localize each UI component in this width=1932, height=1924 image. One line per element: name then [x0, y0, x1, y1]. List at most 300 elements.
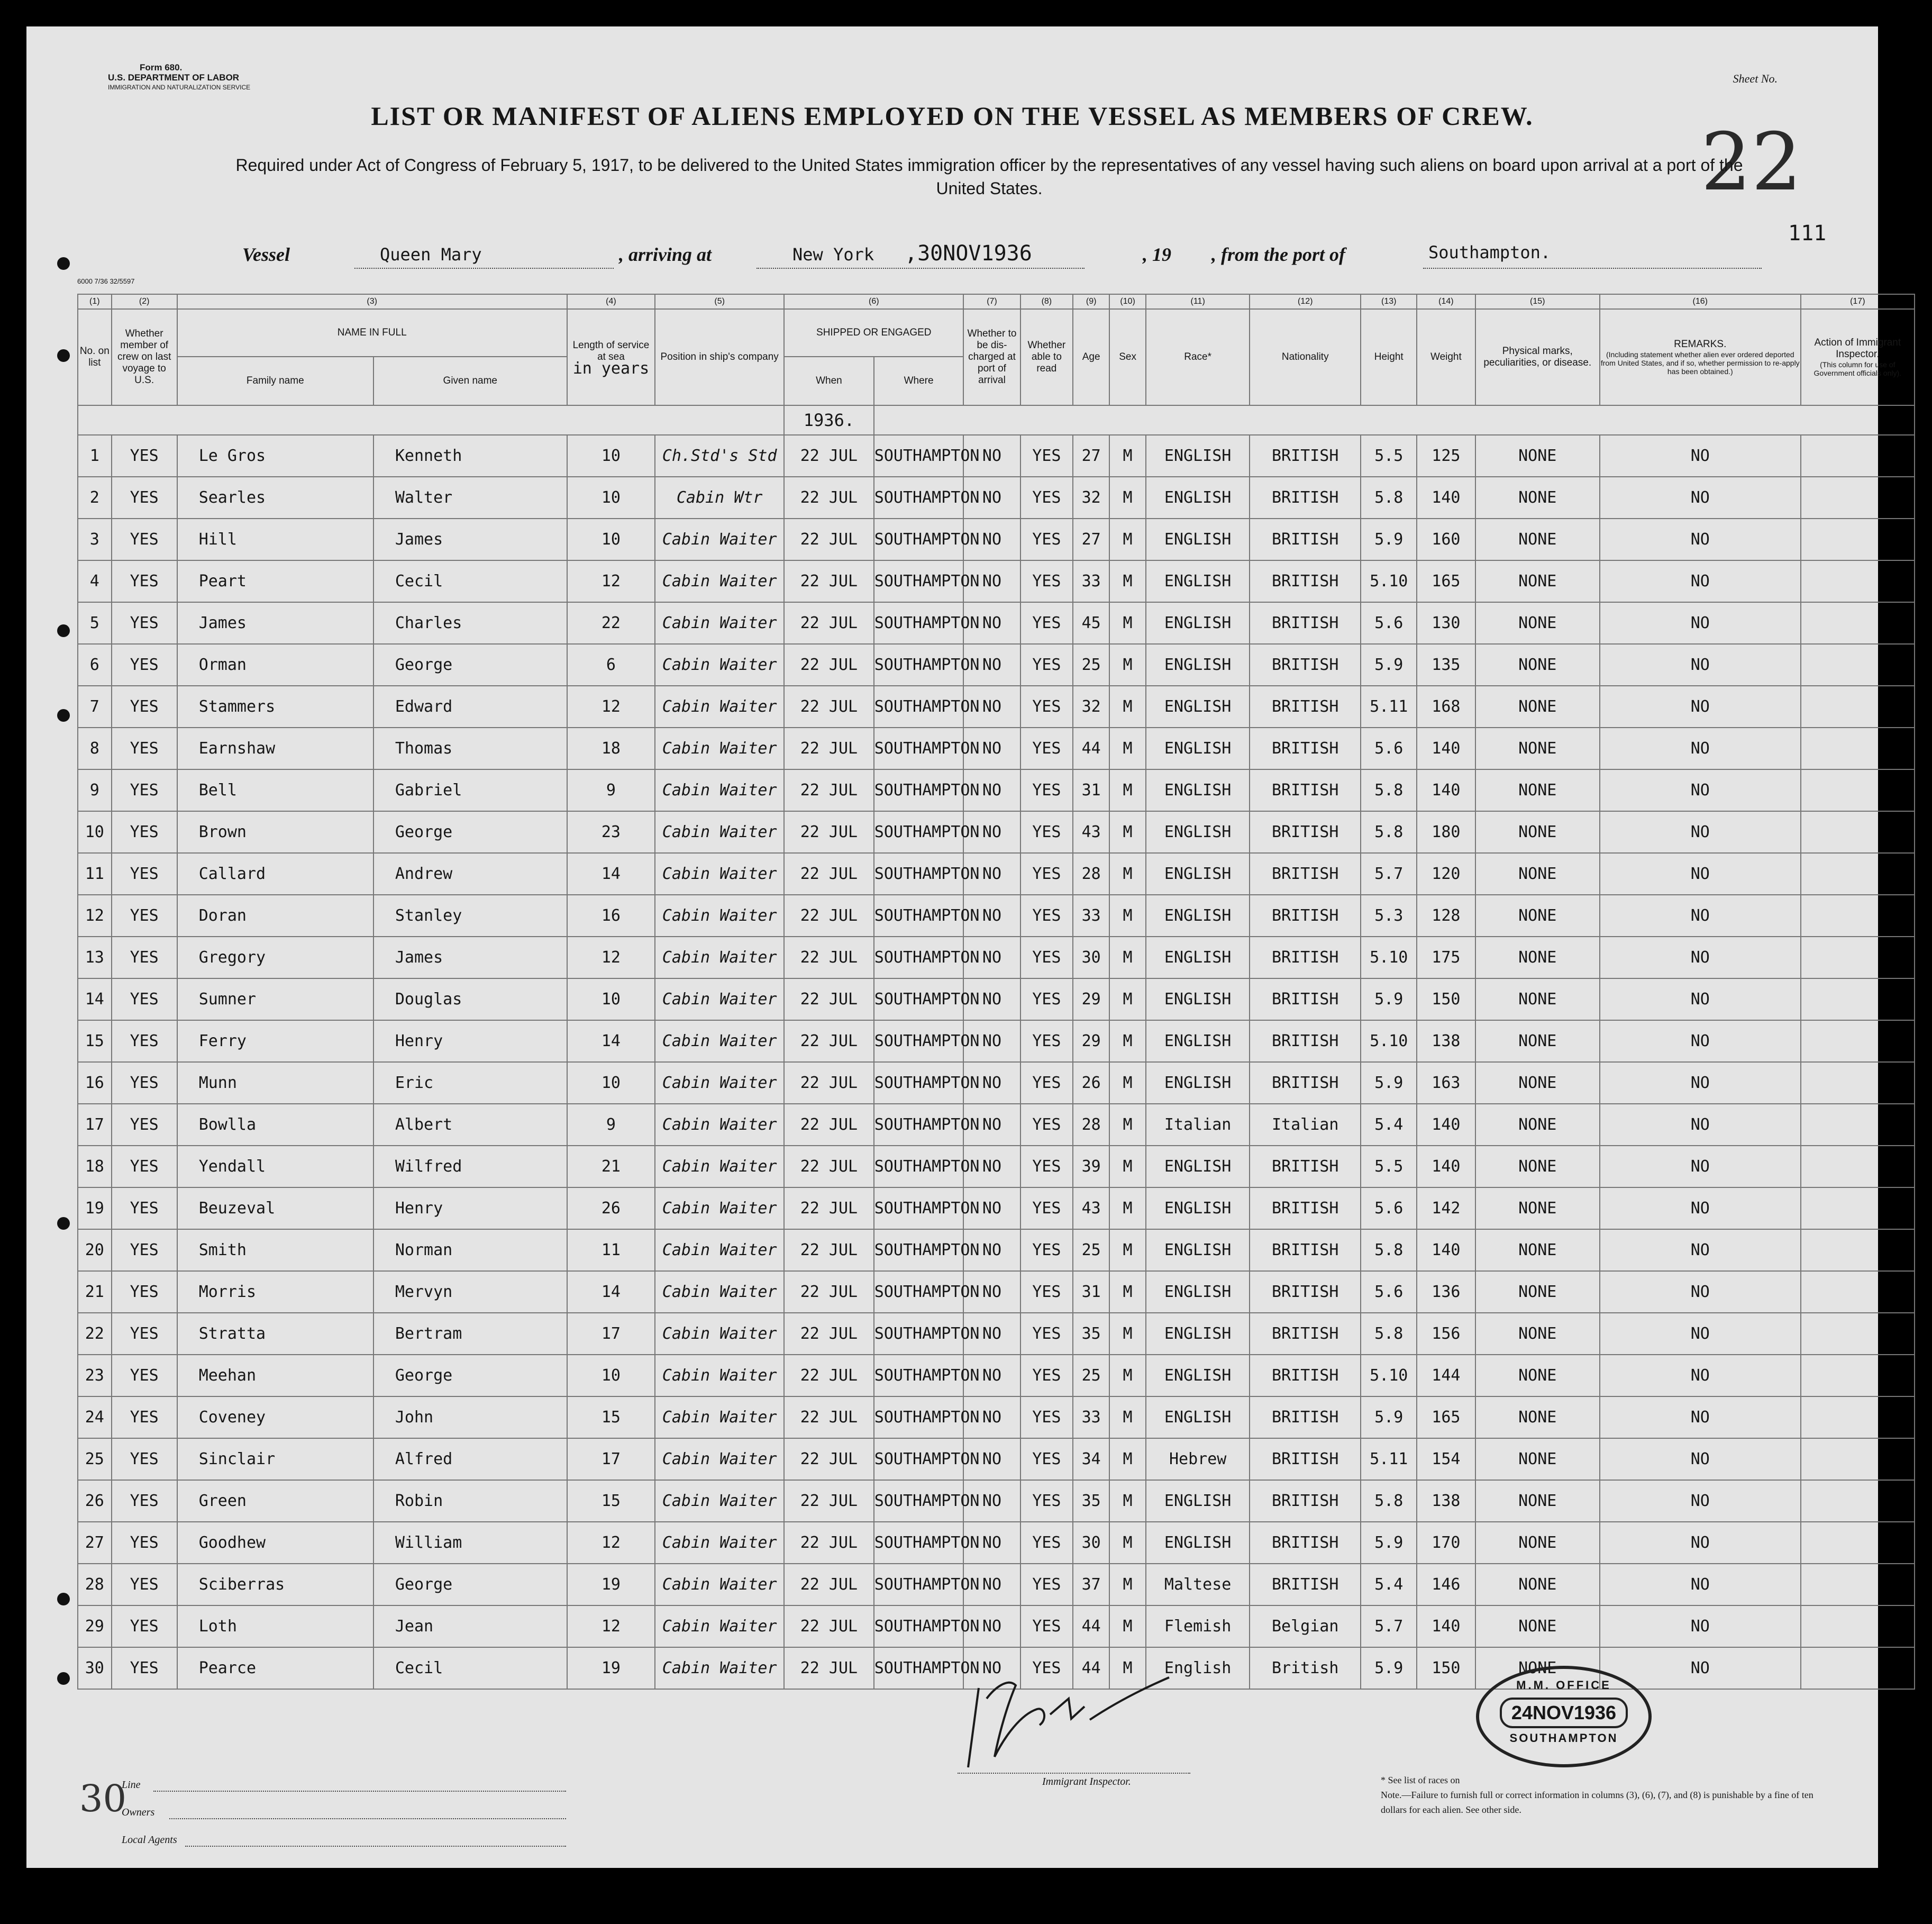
cell-when: 22 JUL — [784, 435, 874, 477]
cell-read: YES — [1020, 1438, 1073, 1480]
cell-member: YES — [112, 937, 177, 978]
cell-member: YES — [112, 1229, 177, 1271]
cell-member: YES — [112, 1020, 177, 1062]
cell-length: 19 — [567, 1564, 655, 1605]
cell-remarks: NO — [1600, 1396, 1801, 1438]
cell-remarks: NO — [1600, 1187, 1801, 1229]
cell-weight: 150 — [1417, 978, 1475, 1020]
cell-no: 2 — [78, 477, 112, 519]
departure-port: Southampton. — [1428, 242, 1551, 262]
cell-length: 22 — [567, 602, 655, 644]
cell-action — [1801, 1146, 1915, 1187]
cell-no: 16 — [78, 1062, 112, 1104]
cell-height: 5.4 — [1361, 1564, 1417, 1605]
cell-read: YES — [1020, 853, 1073, 895]
cell-action — [1801, 602, 1915, 644]
cell-member: YES — [112, 1396, 177, 1438]
table-row — [78, 435, 1915, 477]
cell-height: 5.3 — [1361, 895, 1417, 937]
cell-age: 25 — [1073, 1355, 1109, 1396]
table-row — [78, 1564, 1915, 1605]
cell-nationality: BRITISH — [1250, 1438, 1361, 1480]
cell-remarks: NO — [1600, 1355, 1801, 1396]
cell-given: George — [373, 811, 567, 853]
cell-where: SOUTHAMPTON — [874, 978, 964, 1020]
cell-sex: M — [1109, 1104, 1146, 1146]
cell-nationality: BRITISH — [1250, 477, 1361, 519]
cell-height: 5.9 — [1361, 1647, 1417, 1689]
cell-given: George — [373, 644, 567, 686]
cell-action — [1801, 435, 1915, 477]
binder-hole — [57, 709, 70, 722]
cell-weight: 120 — [1417, 853, 1475, 895]
cell-no: 24 — [78, 1396, 112, 1438]
cell-race: ENGLISH — [1146, 477, 1250, 519]
cell-read: YES — [1020, 1062, 1073, 1104]
header-weight: Weight — [1417, 309, 1475, 405]
arrival-port: New York — [792, 244, 874, 265]
cell-read: YES — [1020, 1271, 1073, 1313]
cell-member: YES — [112, 1104, 177, 1146]
cell-read: YES — [1020, 978, 1073, 1020]
header-given: Given name — [373, 357, 567, 405]
service: IMMIGRATION AND NATURALIZATION SERVICE — [108, 84, 251, 91]
cell-family: Stammers — [177, 686, 373, 728]
cell-action — [1801, 1647, 1915, 1689]
table-row — [78, 1605, 1915, 1647]
cell-discharged: NO — [963, 1271, 1020, 1313]
cell-weight: 140 — [1417, 1605, 1475, 1647]
cell-where: SOUTHAMPTON — [874, 937, 964, 978]
cell-length: 21 — [567, 1146, 655, 1187]
cell-action — [1801, 1605, 1915, 1647]
cell-remarks: NO — [1600, 728, 1801, 769]
cell-no: 13 — [78, 937, 112, 978]
cell-physical: NONE — [1475, 769, 1600, 811]
header-remarks-title: REMARKS. — [1674, 339, 1727, 350]
cell-sex: M — [1109, 1396, 1146, 1438]
cell-sex: M — [1109, 686, 1146, 728]
cell-remarks: NO — [1600, 560, 1801, 602]
cell-read: YES — [1020, 1229, 1073, 1271]
cell-position: Cabin Waiter — [655, 1522, 784, 1564]
cell-where: SOUTHAMPTON — [874, 1647, 964, 1689]
cell-given: Robin — [373, 1480, 567, 1522]
document-title: LIST OR MANIFEST OF ALIENS EMPLOYED ON THE VESSEL AS MEMBERS OF CREW. — [371, 101, 1534, 131]
cell-length: 10 — [567, 477, 655, 519]
cell-when: 22 JUL — [784, 1438, 874, 1480]
cell-remarks: NO — [1600, 1438, 1801, 1480]
header-name: NAME IN FULL — [177, 309, 567, 357]
cell-length: 10 — [567, 1355, 655, 1396]
cell-nationality: BRITISH — [1250, 937, 1361, 978]
cell-length: 9 — [567, 1104, 655, 1146]
cell-given: Edward — [373, 686, 567, 728]
cell-race: ENGLISH — [1146, 1313, 1250, 1355]
cell-read: YES — [1020, 1313, 1073, 1355]
cell-when: 22 JUL — [784, 1062, 874, 1104]
cell-discharged: NO — [963, 1020, 1020, 1062]
binder-hole — [57, 349, 70, 362]
cell-when: 22 JUL — [784, 519, 874, 560]
cell-remarks: NO — [1600, 1020, 1801, 1062]
cell-given: Bertram — [373, 1313, 567, 1355]
cell-age: 33 — [1073, 895, 1109, 937]
cell-no: 21 — [78, 1271, 112, 1313]
cell-length: 15 — [567, 1396, 655, 1438]
cell-no: 15 — [78, 1020, 112, 1062]
cell-action — [1801, 477, 1915, 519]
cell-given: Henry — [373, 1187, 567, 1229]
cell-no: 23 — [78, 1355, 112, 1396]
cell-given: James — [373, 519, 567, 560]
cell-length: 12 — [567, 1605, 655, 1647]
cell-nationality: BRITISH — [1250, 895, 1361, 937]
cell-position: Cabin Waiter — [655, 728, 784, 769]
cell-action — [1801, 769, 1915, 811]
cell-member: YES — [112, 853, 177, 895]
cell-nationality: BRITISH — [1250, 1355, 1361, 1396]
cell-remarks: NO — [1600, 1229, 1801, 1271]
cell-weight: 140 — [1417, 1146, 1475, 1187]
cell-age: 35 — [1073, 1480, 1109, 1522]
cell-age: 45 — [1073, 602, 1109, 644]
cell-member: YES — [112, 602, 177, 644]
cell-sex: M — [1109, 1020, 1146, 1062]
header-race: Race* — [1146, 309, 1250, 405]
cell-length: 9 — [567, 769, 655, 811]
cell-given: Cecil — [373, 560, 567, 602]
cell-family: Searles — [177, 477, 373, 519]
cell-nationality: BRITISH — [1250, 1271, 1361, 1313]
cell-given: Eric — [373, 1062, 567, 1104]
cell-age: 43 — [1073, 811, 1109, 853]
cell-read: YES — [1020, 1564, 1073, 1605]
col-num: (9) — [1073, 294, 1109, 309]
cell-when: 22 JUL — [784, 1146, 874, 1187]
agents-label: Local Agents — [122, 1834, 177, 1846]
cell-physical: NONE — [1475, 519, 1600, 560]
cell-height: 5.5 — [1361, 435, 1417, 477]
col-num: (6) — [784, 294, 963, 309]
cell-position: Cabin Waiter — [655, 1020, 784, 1062]
cell-discharged: NO — [963, 1438, 1020, 1480]
cell-action — [1801, 1355, 1915, 1396]
cell-no: 10 — [78, 811, 112, 853]
print-code: 6000 7/36 32/5597 — [77, 277, 135, 285]
header-length-text: Length of service at sea — [572, 340, 650, 362]
cell-discharged: NO — [963, 602, 1020, 644]
cell-given: George — [373, 1564, 567, 1605]
cell-discharged: NO — [963, 1187, 1020, 1229]
cell-nationality: BRITISH — [1250, 769, 1361, 811]
cell-where: SOUTHAMPTON — [874, 1271, 964, 1313]
cell-read: YES — [1020, 769, 1073, 811]
cell-no: 9 — [78, 769, 112, 811]
line-label: Line — [122, 1779, 141, 1791]
cell-sex: M — [1109, 811, 1146, 853]
footnote — [1381, 1773, 1815, 1817]
cell-family: Peart — [177, 560, 373, 602]
cell-height: 5.6 — [1361, 1187, 1417, 1229]
cell-race: ENGLISH — [1146, 895, 1250, 937]
cell-member: YES — [112, 1062, 177, 1104]
cell-discharged: NO — [963, 644, 1020, 686]
cell-family: Le Gros — [177, 435, 373, 477]
cell-sex: M — [1109, 978, 1146, 1020]
cell-when: 22 JUL — [784, 853, 874, 895]
cell-age: 26 — [1073, 1062, 1109, 1104]
cell-no: 12 — [78, 895, 112, 937]
cell-member: YES — [112, 1271, 177, 1313]
cell-position: Cabin Waiter — [655, 644, 784, 686]
cell-remarks: NO — [1600, 1146, 1801, 1187]
binder-hole — [57, 1217, 70, 1230]
cell-where: SOUTHAMPTON — [874, 1564, 964, 1605]
cell-nationality: BRITISH — [1250, 728, 1361, 769]
cell-when: 22 JUL — [784, 978, 874, 1020]
cell-weight: 140 — [1417, 477, 1475, 519]
cell-nationality: BRITISH — [1250, 1020, 1361, 1062]
cell-nationality: British — [1250, 1647, 1361, 1689]
cell-race: ENGLISH — [1146, 560, 1250, 602]
cell-nationality: BRITISH — [1250, 853, 1361, 895]
cell-discharged: NO — [963, 853, 1020, 895]
cell-family: Loth — [177, 1605, 373, 1647]
cell-member: YES — [112, 686, 177, 728]
cell-physical: NONE — [1475, 435, 1600, 477]
col-num: (7) — [963, 294, 1020, 309]
cell-when: 22 JUL — [784, 1480, 874, 1522]
cell-position: Cabin Waiter — [655, 853, 784, 895]
cell-where: SOUTHAMPTON — [874, 519, 964, 560]
cell-position: Cabin Waiter — [655, 1146, 784, 1187]
handwritten-count: 30 — [79, 1777, 127, 1820]
cell-when: 22 JUL — [784, 1104, 874, 1146]
cell-given: Stanley — [373, 895, 567, 937]
cell-no: 28 — [78, 1564, 112, 1605]
cell-sex: M — [1109, 728, 1146, 769]
cell-member: YES — [112, 1146, 177, 1187]
cell-member: YES — [112, 1480, 177, 1522]
cell-age: 25 — [1073, 1229, 1109, 1271]
cell-position: Cabin Waiter — [655, 1187, 784, 1229]
owners-label: Owners — [122, 1807, 155, 1818]
cell-member: YES — [112, 644, 177, 686]
cell-weight: 165 — [1417, 1396, 1475, 1438]
cell-when: 22 JUL — [784, 1522, 874, 1564]
cell-age: 34 — [1073, 1438, 1109, 1480]
cell-where: SOUTHAMPTON — [874, 1146, 964, 1187]
cell-physical: NONE — [1475, 1062, 1600, 1104]
cell-remarks: NO — [1600, 435, 1801, 477]
table-row — [78, 1187, 1915, 1229]
header-action-title: Action of Immigrant Inspector. — [1814, 337, 1901, 360]
cell-where: SOUTHAMPTON — [874, 1062, 964, 1104]
table-row — [78, 1229, 1915, 1271]
cell-sex: M — [1109, 937, 1146, 978]
cell-position: Cabin Waiter — [655, 1438, 784, 1480]
cell-race: ENGLISH — [1146, 1229, 1250, 1271]
cell-read: YES — [1020, 1522, 1073, 1564]
cell-age: 28 — [1073, 853, 1109, 895]
cell-age: 44 — [1073, 1647, 1109, 1689]
cell-when: 22 JUL — [784, 477, 874, 519]
cell-sex: M — [1109, 519, 1146, 560]
cell-given: John — [373, 1396, 567, 1438]
cell-height: 5.7 — [1361, 853, 1417, 895]
cell-discharged: NO — [963, 1605, 1020, 1647]
cell-height: 5.9 — [1361, 644, 1417, 686]
cell-race: ENGLISH — [1146, 644, 1250, 686]
cell-given: Henry — [373, 1020, 567, 1062]
cell-where: SOUTHAMPTON — [874, 1020, 964, 1062]
cell-when: 22 JUL — [784, 769, 874, 811]
cell-family: Munn — [177, 1062, 373, 1104]
cell-weight: 180 — [1417, 811, 1475, 853]
cell-race: ENGLISH — [1146, 1396, 1250, 1438]
cell-sex: M — [1109, 895, 1146, 937]
cell-discharged: NO — [963, 937, 1020, 978]
table-row — [78, 895, 1915, 937]
cell-remarks: NO — [1600, 1480, 1801, 1522]
cell-no: 7 — [78, 686, 112, 728]
cell-race: ENGLISH — [1146, 1020, 1250, 1062]
header-age: Age — [1073, 309, 1109, 405]
cell-age: 32 — [1073, 686, 1109, 728]
binder-hole — [57, 257, 70, 270]
col-num: (17) — [1801, 294, 1915, 309]
cell-race: ENGLISH — [1146, 1146, 1250, 1187]
cell-remarks: NO — [1600, 1564, 1801, 1605]
cell-family: Stratta — [177, 1313, 373, 1355]
table-row — [78, 560, 1915, 602]
cell-age: 29 — [1073, 978, 1109, 1020]
cell-when: 22 JUL — [784, 1355, 874, 1396]
cell-given: Alfred — [373, 1438, 567, 1480]
header-shipped: SHIPPED OR ENGAGED — [784, 309, 963, 357]
cell-discharged: NO — [963, 1564, 1020, 1605]
vessel-label: Vessel — [242, 244, 290, 265]
cell-position: Cabin Waiter — [655, 1647, 784, 1689]
cell-family: Sumner — [177, 978, 373, 1020]
col-num: (14) — [1417, 294, 1475, 309]
cell-length: 19 — [567, 1647, 655, 1689]
cell-read: YES — [1020, 1396, 1073, 1438]
cell-discharged: NO — [963, 1146, 1020, 1187]
cell-weight: 140 — [1417, 1229, 1475, 1271]
inspector-label: Immigrant Inspector. — [1042, 1776, 1131, 1787]
cell-position: Cabin Waiter — [655, 1229, 784, 1271]
cell-sex: M — [1109, 477, 1146, 519]
cell-where: SOUTHAMPTON — [874, 1605, 964, 1647]
cell-family: Brown — [177, 811, 373, 853]
cell-weight: 175 — [1417, 937, 1475, 978]
cell-discharged: NO — [963, 811, 1020, 853]
cell-remarks: NO — [1600, 1104, 1801, 1146]
cell-physical: NONE — [1475, 1229, 1600, 1271]
cell-family: Orman — [177, 644, 373, 686]
cell-age: 35 — [1073, 1313, 1109, 1355]
cell-height: 5.9 — [1361, 1396, 1417, 1438]
cell-sex: M — [1109, 853, 1146, 895]
cell-when: 22 JUL — [784, 1271, 874, 1313]
cell-race: ENGLISH — [1146, 811, 1250, 853]
cell-weight: 140 — [1417, 769, 1475, 811]
cell-sex: M — [1109, 1271, 1146, 1313]
cell-given: Cecil — [373, 1647, 567, 1689]
reference-number: 111 — [1788, 221, 1827, 246]
cell-family: Beuzeval — [177, 1187, 373, 1229]
cell-weight: 165 — [1417, 560, 1475, 602]
table-row — [78, 1104, 1915, 1146]
cell-discharged: NO — [963, 1522, 1020, 1564]
table-row — [78, 853, 1915, 895]
cell-height: 5.10 — [1361, 1020, 1417, 1062]
cell-race: ENGLISH — [1146, 1355, 1250, 1396]
cell-sex: M — [1109, 644, 1146, 686]
arrival-date: ,30NOV1936 — [905, 241, 1032, 266]
cell-read: YES — [1020, 937, 1073, 978]
cell-member: YES — [112, 1522, 177, 1564]
cell-height: 5.8 — [1361, 811, 1417, 853]
cell-given: George — [373, 1355, 567, 1396]
cell-discharged: NO — [963, 1104, 1020, 1146]
col-num: (2) — [112, 294, 177, 309]
cell-length: 15 — [567, 1480, 655, 1522]
cell-given: Mervyn — [373, 1271, 567, 1313]
cell-remarks: NO — [1600, 1522, 1801, 1564]
cell-read: YES — [1020, 1187, 1073, 1229]
header-nationality: Nationality — [1250, 309, 1361, 405]
cell-where: SOUTHAMPTON — [874, 1355, 964, 1396]
cell-sex: M — [1109, 1438, 1146, 1480]
header-where: Where — [874, 357, 964, 405]
year-label: , 19 — [1143, 244, 1171, 265]
cell-race: Hebrew — [1146, 1438, 1250, 1480]
cell-discharged: NO — [963, 519, 1020, 560]
header-when: When — [784, 357, 874, 405]
cell-read: YES — [1020, 1480, 1073, 1522]
cell-age: 29 — [1073, 1020, 1109, 1062]
cell-height: 5.9 — [1361, 519, 1417, 560]
table-row — [78, 1480, 1915, 1522]
cell-when: 22 JUL — [784, 1605, 874, 1647]
cell-nationality: BRITISH — [1250, 644, 1361, 686]
cell-family: James — [177, 602, 373, 644]
cell-weight: 144 — [1417, 1355, 1475, 1396]
cell-discharged: NO — [963, 1396, 1020, 1438]
cell-sex: M — [1109, 1480, 1146, 1522]
cell-nationality: BRITISH — [1250, 1062, 1361, 1104]
cell-remarks: NO — [1600, 644, 1801, 686]
cell-no: 5 — [78, 602, 112, 644]
cell-physical: NONE — [1475, 1564, 1600, 1605]
cell-nationality: BRITISH — [1250, 1564, 1361, 1605]
cell-age: 30 — [1073, 937, 1109, 978]
cell-age: 27 — [1073, 435, 1109, 477]
cell-action — [1801, 853, 1915, 895]
cell-family: Gregory — [177, 937, 373, 978]
cell-member: YES — [112, 1187, 177, 1229]
cell-member: YES — [112, 1355, 177, 1396]
cell-family: Yendall — [177, 1146, 373, 1187]
cell-race: Flemish — [1146, 1605, 1250, 1647]
cell-race: ENGLISH — [1146, 435, 1250, 477]
col-num: (12) — [1250, 294, 1361, 309]
cell-height: 5.6 — [1361, 602, 1417, 644]
agents-underline — [185, 1846, 566, 1847]
